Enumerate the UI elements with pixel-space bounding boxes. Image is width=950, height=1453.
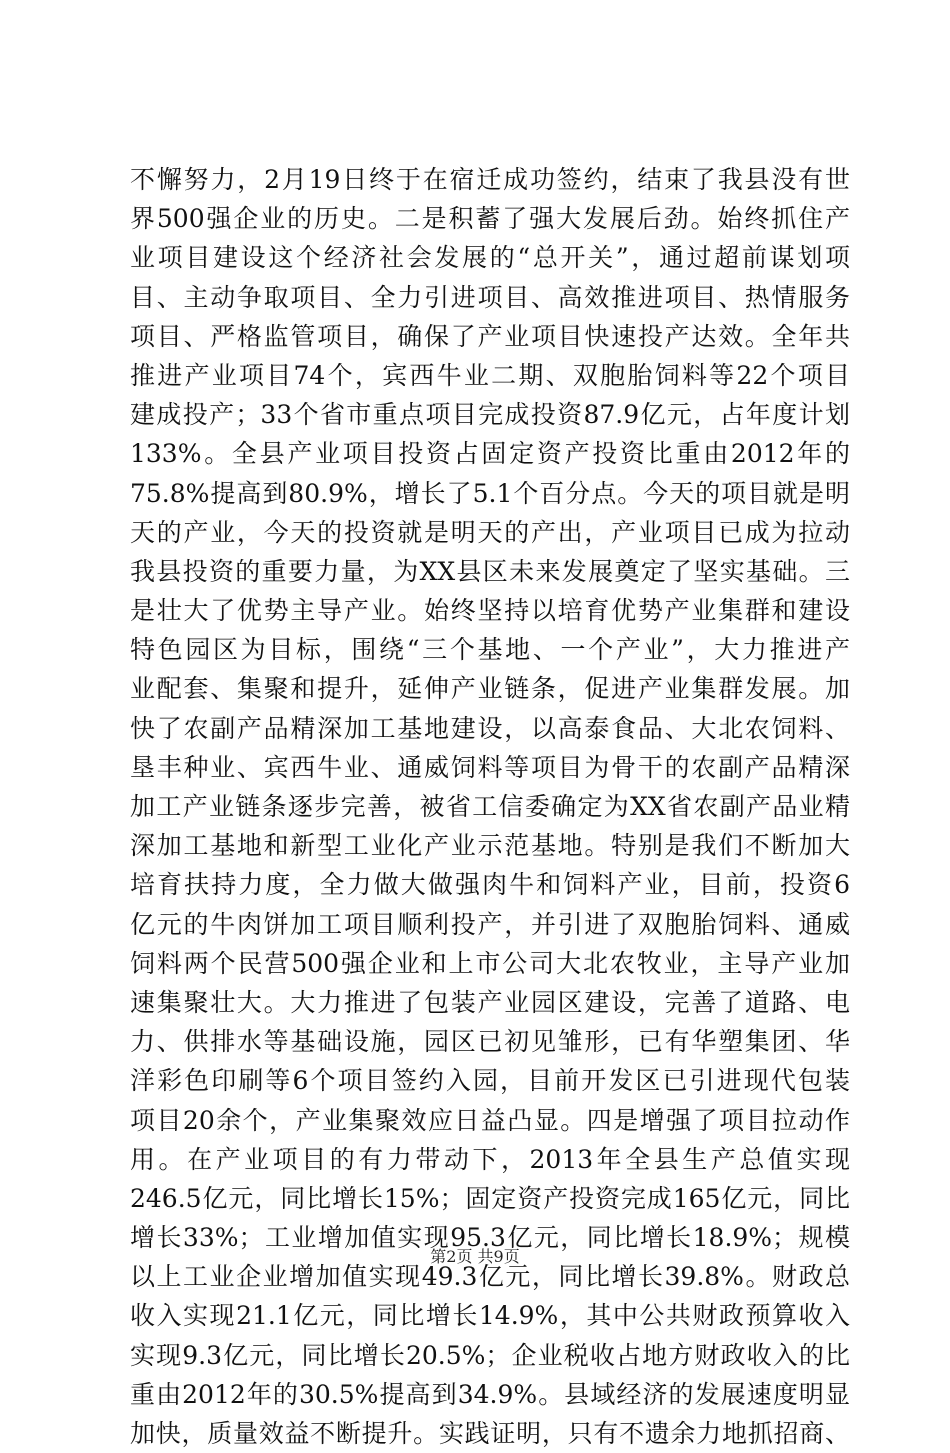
text-line: 天的产业，今天的投资就是明天的产出，产业项目已成为拉动 bbox=[130, 517, 850, 547]
text-line: 是壮大了优势主导产业。始终坚持以培育优势产业集群和建设 bbox=[130, 596, 850, 626]
text-line: 75.8%提高到80.9%，增长了5.1个百分点。今天的项目就是明 bbox=[130, 478, 850, 508]
text-line: 力、供排水等基础设施，园区已初见雏形，已有华塑集团、华 bbox=[130, 1027, 850, 1057]
text-line: 业配套、集聚和提升，延伸产业链条，促进产业集群发展。加 bbox=[130, 674, 850, 704]
text-line: 用。在产业项目的有力带动下，2013年全县生产总值实现 bbox=[130, 1144, 850, 1174]
text-line: 快了农副产品精深加工基地建设，以高泰食品、大北农饲料、 bbox=[130, 713, 850, 743]
text-line: 增长33%；工业增加值实现95.3亿元，同比增长18.9%；规模 bbox=[130, 1223, 850, 1253]
text-line: 246.5亿元，同比增长15%；固定资产投资完成165亿元，同比 bbox=[130, 1183, 850, 1213]
text-line: 收入实现21.1亿元，同比增长14.9%，其中公共财政预算收入 bbox=[130, 1301, 850, 1331]
text-line: 特色园区为目标，围绕“三个基地、一个产业”，大力推进产 bbox=[130, 635, 850, 665]
text-line: 目、主动争取项目、全力引进项目、高效推进项目、热情服务 bbox=[130, 282, 850, 312]
text-line: 推进产业项目74个，宾西牛业二期、双胞胎饲料等22个项目 bbox=[130, 360, 850, 390]
text-line: 项目20余个，产业集聚效应日益凸显。四是增强了项目拉动作 bbox=[130, 1105, 850, 1135]
text-line: 深加工基地和新型工业化产业示范基地。特别是我们不断加大 bbox=[130, 831, 850, 861]
text-line: 培育扶持力度，全力做大做强肉牛和饲料产业，目前，投资6 bbox=[130, 870, 850, 900]
page-number-footer: 第2页 共9页 bbox=[430, 1247, 520, 1266]
text-line: 加工产业链条逐步完善，被省工信委确定为XX省农副产品业精 bbox=[130, 792, 850, 821]
text-line: 业项目建设这个经济社会发展的“总开关”，通过超前谋划项 bbox=[130, 243, 850, 273]
text-line: 加快，质量效益不断提升。实践证明，只有不遗余力地抓招商、 bbox=[130, 1419, 850, 1448]
text-line: 133%。全县产业项目投资占固定资产投资比重由2012年的 bbox=[130, 439, 850, 469]
text-line: 垦丰种业、宾西牛业、通威饲料等项目为骨干的农副产品精深 bbox=[130, 752, 850, 782]
text-line: 实现9.3亿元，同比增长20.5%；企业税收占地方财政收入的比 bbox=[130, 1340, 850, 1370]
text-line: 洋彩色印刷等6个项目签约入园，目前开发区已引进现代包装 bbox=[130, 1066, 850, 1096]
text-line: 饲料两个民营500强企业和上市公司大北农牧业，主导产业加 bbox=[130, 948, 850, 978]
text-line: 亿元的牛肉饼加工项目顺利投产，并引进了双胞胎饲料、通威 bbox=[130, 909, 850, 939]
text-line: 建成投产；33个省市重点项目完成投资87.9亿元，占年度计划 bbox=[130, 400, 850, 430]
text-line: 界500强企业的历史。二是积蓄了强大发展后劲。始终抓住产 bbox=[130, 204, 850, 234]
text-line: 我县投资的重要力量，为XX县区未来发展奠定了坚实基础。三 bbox=[130, 556, 850, 586]
text-line: 不懈努力，2月19日终于在宿迁成功签约，结束了我县没有世 bbox=[130, 165, 850, 194]
text-line: 重由2012年的30.5%提高到34.9%。县域经济的发展速度明显 bbox=[130, 1379, 850, 1409]
text-line: 项目、严格监管项目，确保了产业项目快速投产达效。全年共 bbox=[130, 321, 850, 351]
text-line: 速集聚壮大。大力推进了包装产业园区建设，完善了道路、电 bbox=[130, 987, 850, 1017]
text-line: 以上工业企业增加值实现49.3亿元，同比增长39.8%。财政总 bbox=[130, 1262, 850, 1292]
